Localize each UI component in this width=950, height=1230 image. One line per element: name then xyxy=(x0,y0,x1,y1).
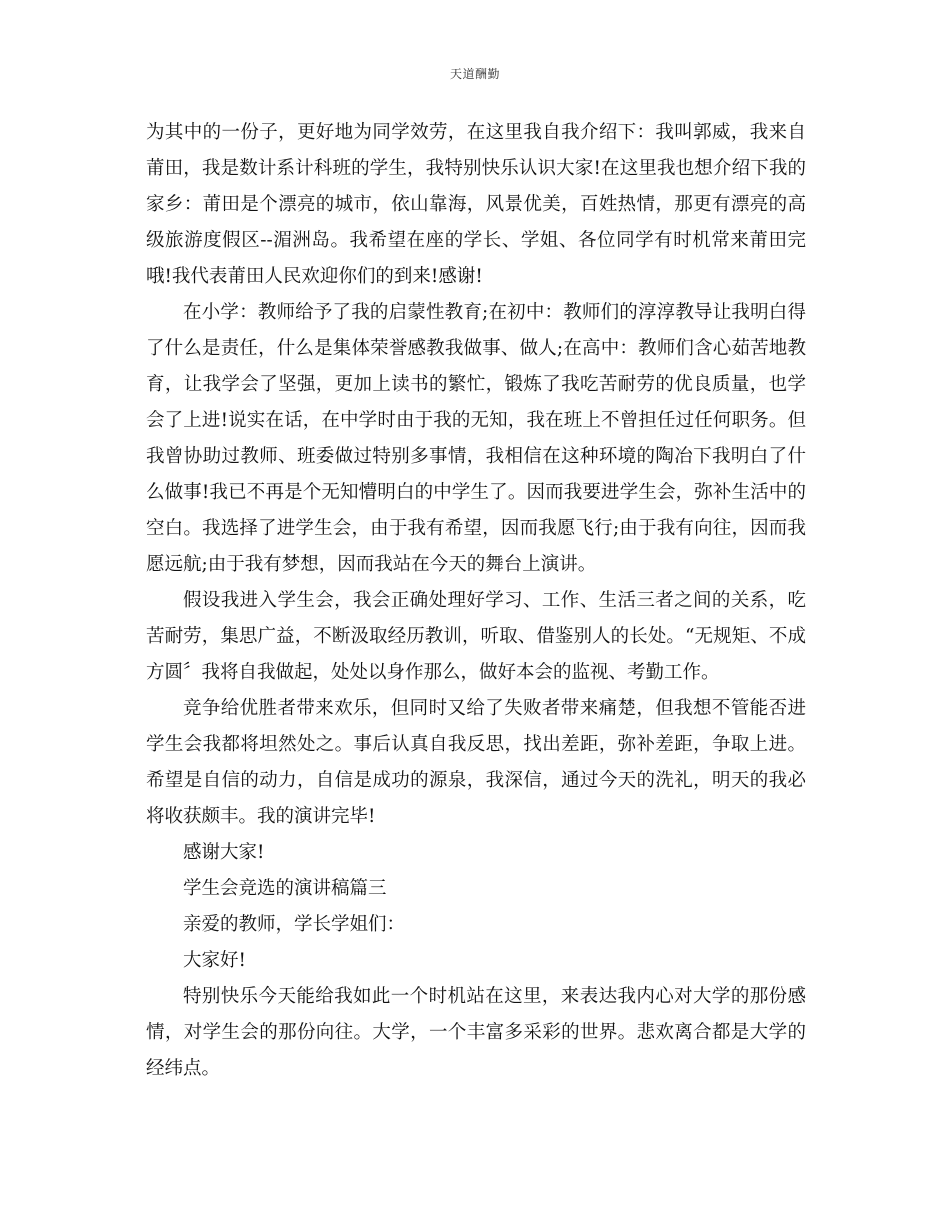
document-body xyxy=(146,115,806,1087)
page-header: 天道酬勤 xyxy=(449,67,500,81)
paragraph: 特别快乐今天能给我如此一个时机站在这里，来表达我内心对大学的那份感情，对学生会的那份向往。大学，一个丰富多采彩的世界。悲欢离合都是大学的经纬点。 xyxy=(146,986,806,1079)
paragraph: 竞争给优胜者带来欢乐，但同时又给了失败者带来痛楚，但我想不管能否进学生会我都将坦然处之。事后认真自我反思，找出差距，弥补差距，争取上进。希望是自信的动力，自信是成功的源泉，我深信，通过今天的洗礼，明天的我必将收获颇丰。我的演讲完毕! xyxy=(146,698,806,827)
section-title: 学生会竞选的演讲稿篇三 xyxy=(183,878,387,899)
paragraph: 在小学：教师给予了我的启蒙性教育;在初中：教师们的淳淳教导让我明白得了什么是责任，什么是集体荣誉感教我做事、做人;在高中：教师们含心茹苦地教育，让我学会了坚强，更加上读书的繁忙，锻炼了我吃苦耐劳的优良质量，也学会了上进!说实在话，在中学时由于我的无知，我在班上不曾担任过任何职务。但我曾协助过教师、班委做过特别多事情，我相信在这种环境的陶冶下我明白了什么做事!我已不再是个无知懵明白的中学生了。因而我要进学生会，弥补生活中的空白。我选择了进学生会，由于我有希望，因而我愿飞行;由于我有向往，因而我愿远航;由于我有梦想，因而我站在今天的舞台上演讲。 xyxy=(146,302,807,575)
greeting: 大家好! xyxy=(183,950,246,971)
paragraph: 假设我进入学生会，我会正确处理好学习、工作、生活三者之间的关系，吃苦耐劳，集思广益，不断汲取经历教训，听取、借鉴别人的长处。“无规矩、不成方圆〞我将自我做起，处处以身作那么，做好本会的监视、考勤工作。 xyxy=(146,590,806,683)
paragraph: 感谢大家! xyxy=(183,842,265,863)
paragraph: 为其中的一份子，更好地为同学效劳，在这里我自我介绍下：我叫郭威，我来自莆田，我是数计系计科班的学生，我特别快乐认识大家!在这里我也想介绍下我的家乡：莆田是个漂亮的城市，依山靠海，风景优美，百姓热情，那更有漂亮的高级旅游度假区--湄洲岛。我希望在座的学长、学姐、各位同学有时机常来莆田完哦!我代表莆田人民欢迎你们的到来!感谢! xyxy=(146,122,806,287)
salutation: 亲爱的教师，学长学姐们： xyxy=(183,914,406,935)
